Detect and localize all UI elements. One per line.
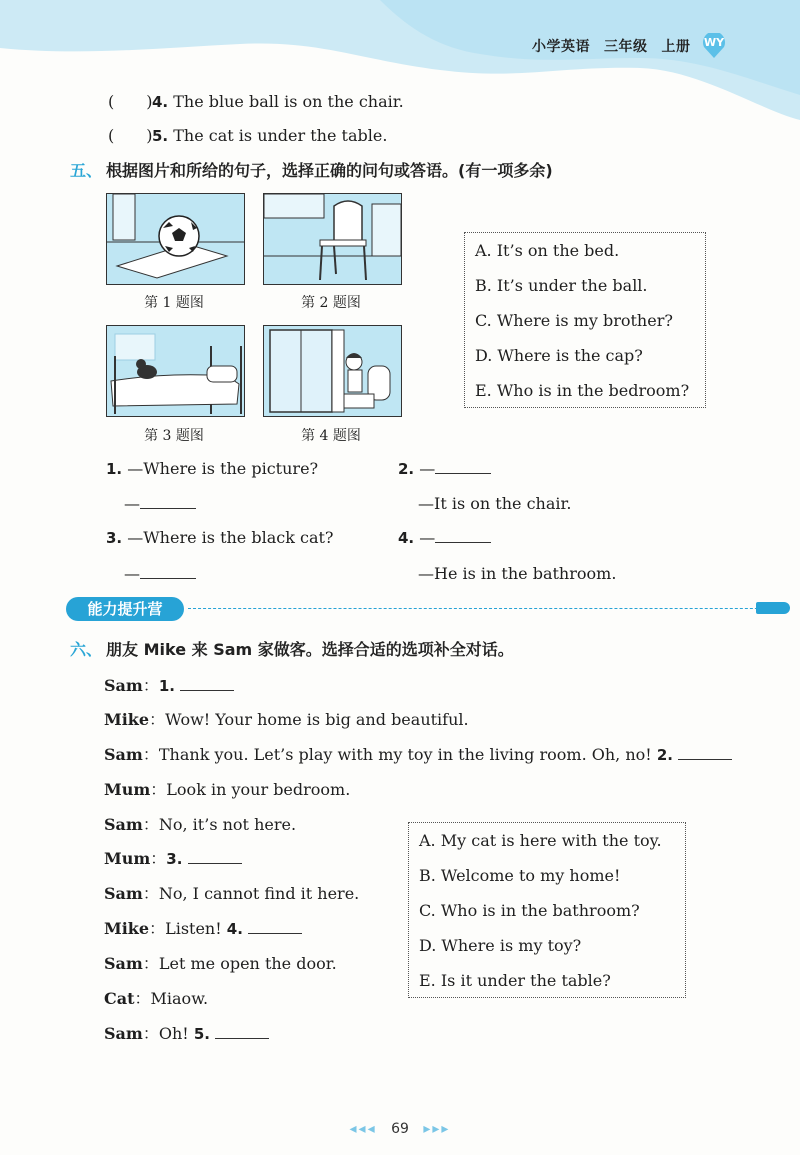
question-number: 2. <box>398 460 415 478</box>
answer-3 <box>124 564 196 583</box>
caption-4: 第 4 题图 <box>301 428 361 444</box>
question-text: —Where is the black cat? <box>127 528 334 547</box>
dialog-line-10: Cat：Miaow. <box>104 989 209 1008</box>
item-number: 5. <box>152 127 169 145</box>
header-subject: 小学英语 <box>532 39 590 55</box>
question-3 <box>106 528 334 547</box>
section-5-instruction: 根据图片和所给的句子，选择正确的问句或答语。(有一项多余) <box>106 161 553 180</box>
speaker: Sam <box>104 954 143 973</box>
picture-2 <box>263 193 402 285</box>
answer-2: —It is on the chair. <box>418 494 572 513</box>
dialog-text: Miaow. <box>150 989 209 1008</box>
dialog-line-1: Sam：1. <box>104 673 234 696</box>
option-e: E. Is it under the table? <box>419 971 611 990</box>
speaker: Sam <box>104 815 143 834</box>
speaker: Mum <box>104 849 151 868</box>
option-b: B. It’s under the ball. <box>475 276 648 295</box>
left-arrows-icon: ◂◂◂ <box>349 1121 377 1137</box>
blank-number: 1. <box>158 677 176 695</box>
banner-dashed-line <box>188 608 788 609</box>
dialog-line-9: Sam：Let me open the door. <box>104 954 337 973</box>
answer-dash: — <box>124 564 140 583</box>
answer-blank[interactable] <box>678 745 732 760</box>
picture-3 <box>106 325 245 417</box>
wy-badge-label: WY <box>703 36 725 49</box>
section-6-instruction: 朋友 Mike 来 Sam 家做客。选择合适的选项补全对话。 <box>106 640 514 659</box>
pencil-icon <box>756 602 790 614</box>
question-dash: — <box>419 459 436 478</box>
question-dash: — <box>419 528 436 547</box>
dialog-text: Listen! <box>165 919 222 938</box>
option-d: D. Where is my toy? <box>419 936 582 955</box>
dialog-line-4: Mum：Look in your bedroom. <box>104 780 351 799</box>
option-a: A. It’s on the bed. <box>475 241 620 260</box>
page-footer <box>0 1121 800 1137</box>
question-2 <box>398 459 491 478</box>
answer-blank[interactable] <box>435 528 491 543</box>
dialog-line-11: Sam：Oh! 5. <box>104 1021 269 1044</box>
right-arrows-icon: ▸▸▸ <box>423 1121 451 1137</box>
question-number: 1. <box>106 460 123 478</box>
question-text: —Where is the picture? <box>127 459 319 478</box>
dialog-line-3: Sam：Thank you. Let’s play with my toy in the living room. Oh, no! 2. <box>104 742 732 765</box>
prev-item-5 <box>108 123 387 146</box>
section-5-number: 五、 <box>70 161 103 180</box>
dialog-text: Thank you. Let’s play with my toy in the living room. Oh, no! <box>158 745 652 764</box>
dialog-line-8: Mike：Listen! 4. <box>104 916 302 939</box>
option-b: B. Welcome to my home! <box>419 866 621 885</box>
section-6-title <box>70 637 514 660</box>
caption-3: 第 3 题图 <box>144 428 204 444</box>
section-5-options-box <box>464 232 706 408</box>
option-a: A. My cat is here with the toy. <box>419 831 662 850</box>
blank-number: 4. <box>226 920 243 938</box>
question-1 <box>106 459 318 478</box>
speaker: Mum <box>104 780 151 799</box>
header-volume: 上册 <box>661 39 691 55</box>
dialog-text: Look in your bedroom. <box>166 780 351 799</box>
answer-blank[interactable] <box>248 919 302 934</box>
dialog-text: No, it’s not here. <box>158 815 297 834</box>
answer-dash: — <box>124 494 140 513</box>
header-labels <box>532 36 705 56</box>
header-grade: 三年级 <box>604 39 648 55</box>
caption-1: 第 1 题图 <box>144 295 204 311</box>
dialog-line-7: Sam：No, I cannot find it here. <box>104 884 360 903</box>
speaker: Mike <box>104 710 150 729</box>
blank-number: 2. <box>656 746 673 764</box>
page-number: 69 <box>391 1121 409 1137</box>
dialog-text: No, I cannot find it here. <box>158 884 360 903</box>
caption-2: 第 2 题图 <box>301 295 361 311</box>
section-6-number: 六、 <box>70 640 103 659</box>
option-c: C. Who is in the bathroom? <box>419 901 640 920</box>
question-number: 4. <box>398 529 415 547</box>
wy-badge <box>700 33 728 55</box>
section-5-title <box>70 158 553 181</box>
option-e: E. Who is in the bedroom? <box>475 381 690 400</box>
section-6-options-box <box>408 822 686 998</box>
question-4 <box>398 528 491 547</box>
dialog-text: Oh! <box>158 1024 189 1043</box>
speaker: Sam <box>104 884 143 903</box>
answer-blank[interactable] <box>435 459 491 474</box>
answer-paren: ( ) <box>108 92 153 111</box>
speaker: Sam <box>104 676 143 695</box>
picture-4 <box>263 325 402 417</box>
dialog-text: Wow! Your home is big and beautiful. <box>165 710 469 729</box>
picture-1 <box>106 193 245 285</box>
question-number: 3. <box>106 529 123 547</box>
speaker: Sam <box>104 1024 143 1043</box>
speaker: Mike <box>104 919 150 938</box>
dialog-text: Let me open the door. <box>158 954 337 973</box>
option-c: C. Where is my brother? <box>475 311 673 330</box>
prev-item-4 <box>108 89 404 112</box>
answer-blank[interactable] <box>140 564 196 579</box>
answer-blank[interactable] <box>140 494 196 509</box>
speaker: Sam <box>104 745 143 764</box>
answer-1 <box>124 494 196 513</box>
banner-label: 能力提升营 <box>66 597 184 621</box>
answer-blank[interactable] <box>188 849 242 864</box>
item-number: 4. <box>152 93 169 111</box>
answer-paren: ( ) <box>108 126 153 145</box>
blank-number: 3. <box>166 850 183 868</box>
answer-4: —He is in the bathroom. <box>418 564 617 583</box>
option-d: D. Where is the cap? <box>475 346 643 365</box>
blank-number: 5. <box>193 1025 210 1043</box>
answer-blank[interactable] <box>215 1024 269 1039</box>
item-text: The blue ball is on the chair. <box>173 92 404 111</box>
dialog-line-5: Sam：No, it’s not here. <box>104 815 297 834</box>
dialog-line-2: Mike：Wow! Your home is big and beautiful. <box>104 710 469 729</box>
speaker: Cat <box>104 989 135 1008</box>
item-text: The cat is under the table. <box>173 126 388 145</box>
answer-blank[interactable] <box>180 676 234 691</box>
dialog-line-6: Mum：3. <box>104 846 242 869</box>
